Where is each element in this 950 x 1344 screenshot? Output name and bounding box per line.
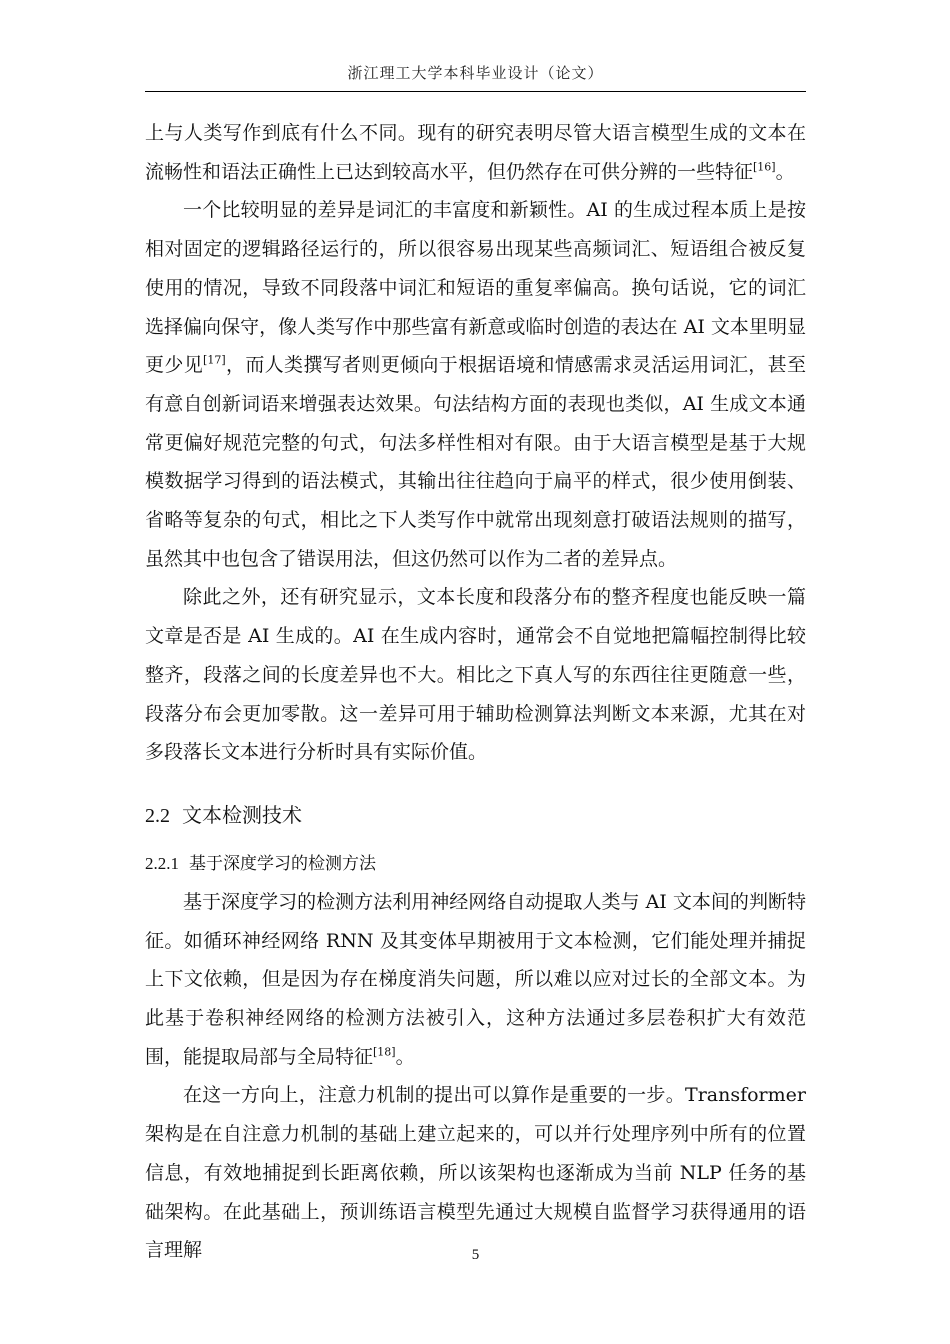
citation-16[interactable]: [16] [753, 160, 776, 174]
section-heading: 2.2 文本检测技术 [145, 802, 302, 827]
running-header: 浙江理工大学本科毕业设计（论文） [347, 64, 604, 82]
subsection-heading: 2.2.1 基于深度学习的检测方法 [145, 853, 376, 874]
paragraph-deep-learning: 基于深度学习的检测方法利用神经网络自动提取人类与 AI 文本间的判断特征。如循环神经网络 RNN 及其变体早期被用于文本检测，它们能处理并捕捉上下文依赖，但是因为存在梯度消失问题，所以难以应对过长的全部文本。为此基于卷积神经网络的检测方法被引入，这种方法通过多层卷积扩大有效范围，能提取局部与全局特征[18]。 [145, 890, 806, 1068]
header-rule [145, 91, 806, 92]
page-number: 5 [471, 1247, 480, 1263]
citation-18[interactable]: [18] [373, 1045, 396, 1059]
paragraph-vocabulary: 一个比较明显的差异是词汇的丰富度和新颖性。AI 的生成过程本质上是按相对固定的逻辑路径运行的，所以很容易出现某些高频词汇、短语组合被反复使用的情况，导致不同段落中词汇和短语的重复率偏高。换句话说，它的词汇选择偏向保守，像人类写作中那些富有新意或临时创造的表达在 AI 文本里明显更少见[17]，而人类撰写者则更倾向于根据语境和情感需求灵活运用词汇，甚至有意自创新词语来增强表达效果。句法结构方面的表现也类似，AI 生成文本通常更偏好规范完整的句式，句法多样性相对有限。由于大语言模型是基于大规模数据学习得到的语法模式，其输出往往趋向于扁平的样式，很少使用倒装、省略等复杂的句式，相比之下人类写作中就常出现刻意打破语法规则的描写，虽然其中也包含了错误用法，但这仍然可以作为二者的差异点。 [145, 199, 806, 570]
citation-17[interactable]: [17] [203, 353, 226, 367]
paragraph-transformer: 在这一方向上，注意力机制的提出可以算作是重要的一步。Transformer 架构是在自注意力机制的基础上建立起来的，可以并行处理序列中所有的位置信息，有效地捕捉到长距离依赖，所以该架构也逐渐成为当前 NLP 任务的基础架构。在此基础上，预训练语言模型先通过大规模自监督学习获得通用的语言理解 [145, 1084, 806, 1262]
paragraph-continued: 上与人类写作到底有什么不同。现有的研究表明尽管大语言模型生成的文本在流畅性和语法正确性上已达到较高水平，但仍然存在可供分辨的一些特征[16]。 [145, 122, 806, 183]
page-body [145, 114, 806, 1270]
paragraph-length: 除此之外，还有研究显示，文本长度和段落分布的整齐程度也能反映一篇文章是否是 AI 生成的。AI 在生成内容时，通常会不自觉地把篇幅控制得比较整齐，段落之间的长度差异也不大。相比之下真人写的东西往往更随意一些，段落分布会更加零散。这一差异可用于辅助检测算法判断文本来源，尤其在对多段落长文本进行分析时具有实际价值。 [145, 586, 806, 764]
